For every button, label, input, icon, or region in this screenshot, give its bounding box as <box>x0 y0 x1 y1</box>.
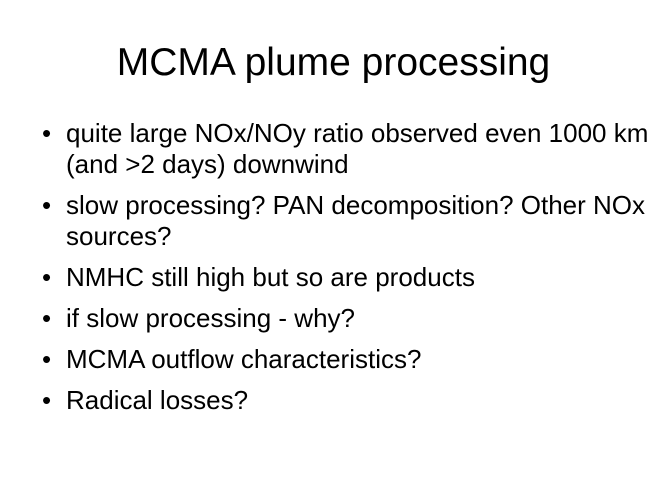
bullet-item <box>40 262 660 293</box>
bullet-dot: • <box>42 190 52 220</box>
bullet-item <box>40 118 660 180</box>
bullet-item <box>40 344 660 375</box>
bullet-text: Radical losses? <box>66 385 249 415</box>
bullet-item <box>40 190 660 252</box>
bullet-list <box>40 118 660 426</box>
bullet-dot: • <box>42 118 52 148</box>
slide-title: MCMA plume processing <box>116 41 551 84</box>
bullet-text: NMHC still high but so are products <box>66 262 475 292</box>
bullet-dot: • <box>42 262 52 292</box>
bullet-text: slow processing? PAN decomposition? Other NOx sources? <box>66 190 645 251</box>
bullet-text: MCMA outflow characteristics? <box>66 344 422 374</box>
bullet-text: if slow processing - why? <box>66 303 355 333</box>
bullet-dot: • <box>42 344 52 374</box>
bullet-dot: • <box>42 303 52 333</box>
bullet-item <box>40 303 660 334</box>
bullet-item <box>40 385 660 416</box>
bullet-text: quite large NOx/NOy ratio observed even 1000 km (and >2 days) downwind <box>66 118 649 179</box>
bullet-dot: • <box>42 385 52 415</box>
